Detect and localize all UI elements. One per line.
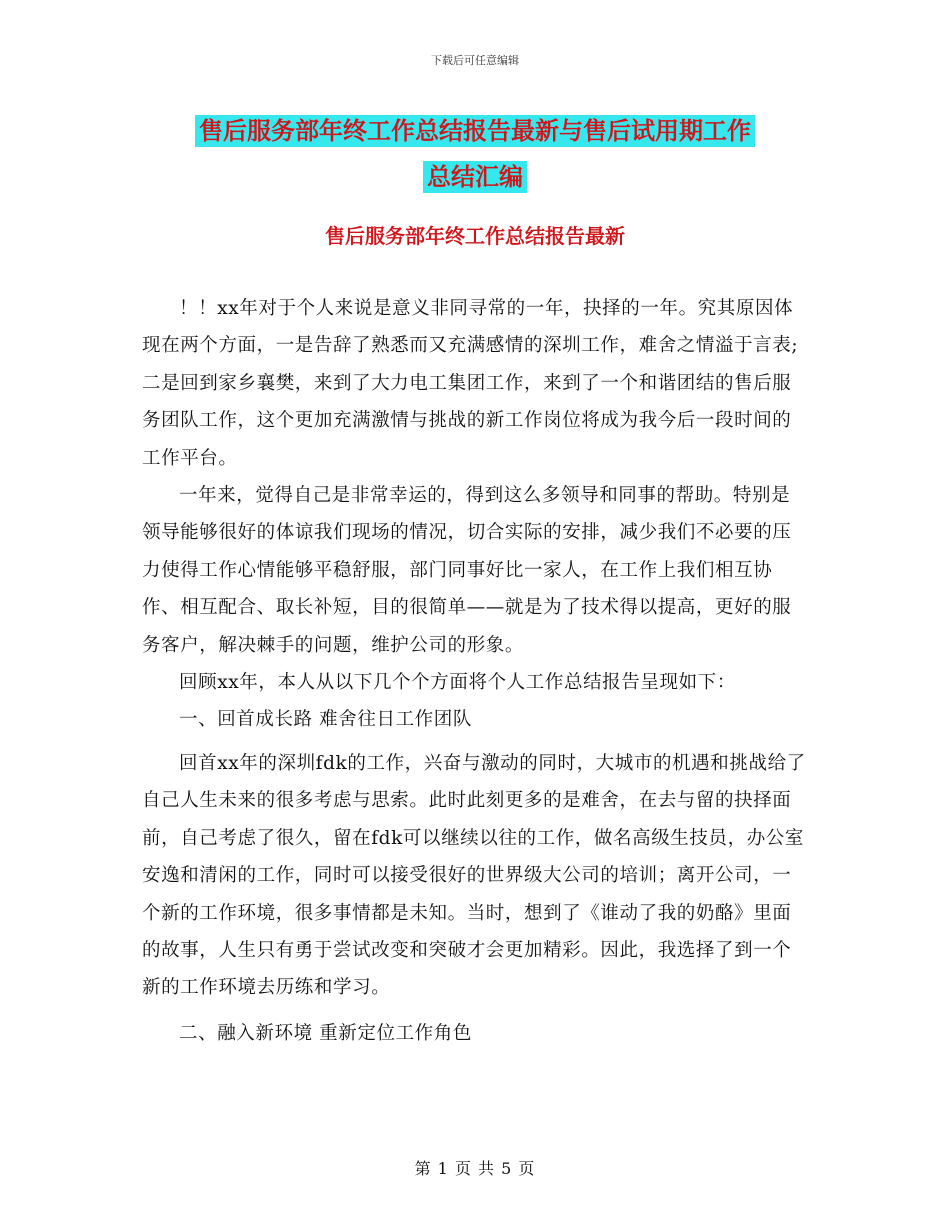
document-title-line-1: 售后服务部年终工作总结报告最新与售后试用期工作	[195, 115, 755, 147]
paragraph: 一年来，觉得自己是非常幸运的，得到这么多领导和同事的帮助。特别是领导能够很好的体谅我们现场的情况，切合实际的安排，减少我们不必要的压力使得工作心情能够平稳舒服，部门同事好比一家人，在工作上我们相互协作、相互配合、取长补短，目的很简单——就是为了技术得以提高，更好的服务客户，解决棘手的问题，维护公司的形象。	[142, 485, 792, 656]
subheading: 一、回首成长路 难舍往日工作团队	[179, 709, 472, 731]
document-title	[140, 108, 810, 200]
paragraph: 回顾xx年，本人从以下几个个方面将个人工作总结报告呈现如下：	[179, 672, 736, 694]
page-footer: 第 1 页 共 5 页	[414, 1159, 536, 1178]
subheading: 二、融入新环境 重新定位工作角色	[179, 1022, 472, 1044]
paragraph: ！！xx年对于个人来说是意义非同寻常的一年，抉择的一年。究其原因体现在两个方面，一是告辞了熟悉而又充满感情的深圳工作，难舍之情溢于言表;二是回到家乡襄樊，来到了大力电工集团工作，来到了一个和谐团结的售后服务团队工作，这个更加充满激情与挑战的新工作岗位将成为我今后一段时间的工作平台。	[142, 298, 799, 469]
paragraph: 回首xx年的深圳fdk的工作，兴奋与激动的同时，大城市的机遇和挑战给了自己人生未来的很多考虑与思索。此时此刻更多的是难舍，在去与留的抉择面前，自己考虑了很久，留在fdk可以继续以往的工作，做名高级生技员，办公室安逸和清闲的工作，同时可以接受很好的世界级大公司的培训；离开公司，一个新的工作环境，很多事情都是未知。当时，想到了《谁动了我的奶酪》里面的故事，人生只有勇于尝试改变和突破才会更加精彩。因此，我选择了到一个新的工作环境去历练和学习。	[142, 752, 806, 999]
document-title-line-2: 总结汇编	[423, 161, 527, 193]
body-text	[142, 290, 808, 1052]
header-note: 下载后可任意编辑	[431, 54, 519, 67]
section-title: 售后服务部年终工作总结报告最新	[325, 224, 625, 248]
